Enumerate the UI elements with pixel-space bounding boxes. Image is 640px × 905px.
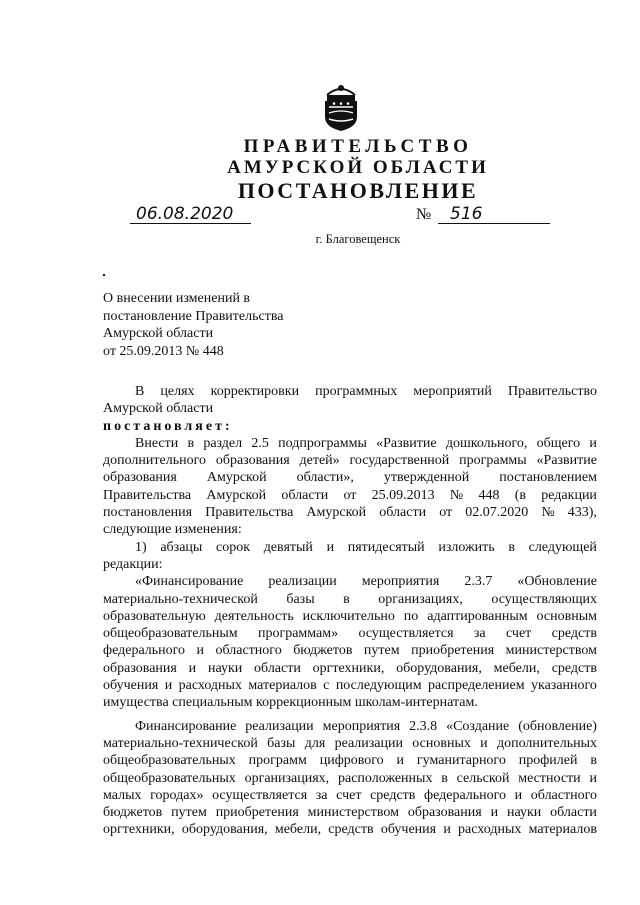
- body-word: путем: [171, 805, 207, 821]
- body-word: 1): [135, 539, 147, 555]
- body-word: средств: [370, 787, 416, 803]
- subject-line: О внесении изменений в: [103, 291, 251, 306]
- government-title: ПРАВИТЕЛЬСТВО: [243, 136, 473, 157]
- number-label: №: [416, 206, 432, 223]
- body-line: [103, 625, 597, 642]
- body-line: [103, 660, 597, 677]
- subject-line: от 25.09.2013 № 448: [103, 343, 224, 359]
- body-word: общеобразовательным: [103, 626, 238, 642]
- body-word: организациях,: [378, 591, 463, 607]
- resolves-word: постановляет:: [103, 418, 233, 434]
- body-word: оборудования,: [396, 660, 482, 676]
- body-word: мероприятия: [322, 718, 401, 734]
- body-word: и: [589, 435, 597, 451]
- body-word: «Финансирование: [135, 574, 244, 590]
- body-word: раздел: [203, 435, 243, 451]
- body-line: [103, 718, 597, 735]
- body-word: корректировки: [210, 384, 300, 399]
- body-word: указанного: [531, 678, 597, 694]
- body-word: областного: [215, 643, 282, 659]
- body-word: цифрового: [319, 753, 384, 769]
- coat-of-arms-icon: [319, 83, 363, 133]
- body-word: и: [326, 539, 335, 555]
- body-word: последующим: [335, 678, 422, 694]
- body-word: мероприятий: [413, 384, 492, 399]
- body-word: дошкольного,: [445, 435, 528, 451]
- body-word: целях: [160, 384, 195, 399]
- body-line: [103, 787, 597, 804]
- document-type: ПОСТАНОВЛЕНИЕ: [237, 178, 479, 203]
- body-word: осуществляется: [212, 787, 308, 803]
- body-word: (обновление): [518, 718, 597, 734]
- body-word: образования: [215, 453, 290, 469]
- body-word: области: [254, 660, 301, 676]
- body-word: «Создание: [446, 718, 510, 734]
- body-word: утвержденной: [383, 470, 470, 486]
- body-word: 2.3.7: [464, 574, 493, 590]
- body-word: малых: [103, 787, 142, 803]
- body-word: и: [589, 770, 597, 786]
- body-word: постановлением: [499, 470, 597, 486]
- body-line: следующие изменения:: [103, 522, 242, 538]
- body-word: следующей: [528, 539, 597, 555]
- body-word: программных: [315, 384, 398, 399]
- body-line: [103, 469, 597, 486]
- body-word: средств: [328, 822, 374, 838]
- body-word: бюджетов: [293, 643, 353, 659]
- body-line: редакции:: [103, 556, 163, 572]
- body-word: мебели,: [274, 822, 322, 838]
- body-line: [103, 487, 597, 504]
- body-word: Внести: [135, 435, 179, 451]
- body-word: подпрограммы: [278, 435, 367, 451]
- body-word: расположенных: [337, 770, 433, 786]
- body-word: сорок: [216, 539, 251, 555]
- body-word: средств: [551, 626, 597, 642]
- body-word: Амурской: [206, 487, 267, 503]
- body-line: [103, 642, 597, 659]
- body-line: [103, 435, 597, 452]
- body-word: министерством: [307, 805, 399, 821]
- body-word: материалов: [248, 678, 317, 694]
- body-word: по: [403, 608, 419, 624]
- body-word: для: [304, 735, 326, 751]
- body-word: №: [449, 487, 464, 503]
- body-word: и: [396, 753, 405, 769]
- body-line: [103, 539, 597, 556]
- body-word: материально-технической: [103, 591, 258, 607]
- body-word: мебели,: [493, 660, 540, 676]
- body-word: и: [164, 678, 173, 694]
- body-word: 25.09.2013: [371, 487, 435, 503]
- body-word: осуществляется: [358, 626, 454, 642]
- body-word: редакции: [541, 487, 597, 503]
- body-word: науки: [506, 805, 542, 821]
- body-word: приобретения: [215, 805, 299, 821]
- body-word: расходных: [178, 678, 242, 694]
- body-word: базы: [267, 735, 296, 751]
- body-word: области: [281, 487, 329, 503]
- body-word: науки: [207, 660, 243, 676]
- body-word: местности: [518, 770, 581, 786]
- body-word: основным: [536, 608, 597, 624]
- body-word: и: [490, 805, 499, 821]
- body-word: государственной: [349, 453, 450, 469]
- document-body: [103, 383, 597, 839]
- body-word: (в: [514, 487, 527, 503]
- document-subject: [103, 290, 283, 360]
- body-word: и: [480, 735, 488, 751]
- body-word: городах»: [150, 787, 204, 803]
- body-line: [103, 735, 597, 752]
- body-word: Правительства: [205, 505, 294, 521]
- body-word: детей»: [299, 453, 340, 469]
- body-word: «Развитие: [376, 435, 437, 451]
- body-word: базы: [286, 591, 315, 607]
- body-word: Правительства: [103, 487, 192, 503]
- body-word: от: [343, 487, 357, 503]
- body-word: оборудования,: [181, 822, 268, 838]
- body-word: «Развитие: [536, 453, 597, 469]
- body-word: программы: [459, 453, 527, 469]
- body-word: образования: [103, 660, 177, 676]
- body-word: постановления: [103, 505, 193, 521]
- subject-line: постановление Правительства: [103, 308, 284, 324]
- body-word: образовательную: [103, 608, 206, 624]
- body-word: средств: [551, 660, 597, 676]
- body-word: Амурской: [306, 505, 367, 521]
- body-word: общего: [536, 435, 581, 451]
- body-word: материалов: [528, 822, 597, 838]
- body-line: [103, 677, 597, 694]
- body-word: с: [323, 678, 330, 694]
- body-word: 02.07.2020: [465, 505, 529, 521]
- body-word: министерством: [505, 643, 597, 659]
- body-line: [103, 504, 597, 521]
- body-word: обучения: [380, 822, 437, 838]
- body-word: области: [550, 805, 597, 821]
- body-word: в: [187, 435, 195, 451]
- body-word: образования: [103, 470, 177, 486]
- body-word: оргтехники,: [103, 822, 175, 838]
- body-word: профилей: [518, 753, 578, 769]
- body-word: областного: [530, 787, 597, 803]
- body-word: реализации: [245, 718, 314, 734]
- body-word: В: [135, 384, 145, 399]
- document-number: 516: [438, 205, 550, 224]
- body-line: [103, 821, 597, 838]
- body-word: за: [315, 787, 328, 803]
- body-word: материально-технической: [103, 735, 258, 751]
- body-word: федерального: [424, 787, 507, 803]
- body-word: бюджетов: [103, 805, 163, 821]
- body-word: основных: [412, 735, 471, 751]
- body-word: программ: [248, 753, 307, 769]
- body-word: пятидесятый: [347, 539, 425, 555]
- body-word: и: [443, 822, 451, 838]
- body-line: [103, 452, 597, 469]
- city: г. Благовещенск: [315, 232, 401, 246]
- body-word: приобретения: [411, 643, 495, 659]
- body-word: деятельность: [214, 608, 294, 624]
- body-word: гуманитарного: [416, 753, 506, 769]
- body-word: и: [514, 787, 523, 803]
- body-word: и: [196, 643, 205, 659]
- body-word: счет: [336, 787, 362, 803]
- body-word: организациях,: [244, 770, 330, 786]
- body-word: образования: [407, 805, 482, 821]
- document-date: 06.08.2020: [130, 205, 251, 224]
- body-word: 448: [478, 487, 500, 503]
- body-line: имущества специальным коррекционным школам-интернатам.: [103, 695, 478, 711]
- body-word: «Обновление: [517, 574, 597, 590]
- body-word: сельской: [456, 770, 510, 786]
- body-word: путем: [363, 643, 400, 659]
- body-line: [103, 591, 597, 608]
- body-word: в: [343, 591, 350, 607]
- body-word: общеобразовательных: [103, 770, 236, 786]
- body-word: 2.3.8: [409, 718, 438, 734]
- subject-line: Амурской области: [103, 326, 214, 341]
- body-word: за: [473, 626, 486, 642]
- body-line: [103, 770, 597, 787]
- body-word: абзацы: [160, 539, 203, 555]
- body-word: дополнительных: [496, 735, 597, 751]
- body-word: федерального: [103, 643, 186, 659]
- body-word: девятый: [263, 539, 313, 555]
- body-word: расходных: [458, 822, 522, 838]
- body-word: Амурской: [206, 470, 267, 486]
- body-word: дополнительного: [103, 453, 206, 469]
- body-line: [103, 804, 597, 821]
- body-word: реализации: [334, 735, 403, 751]
- body-line: [103, 573, 597, 590]
- body-word: изложить: [438, 539, 495, 555]
- body-word: реализации: [268, 574, 337, 590]
- body-word: в: [590, 753, 597, 769]
- body-word: счет: [505, 626, 532, 642]
- body-word: мероприятия: [361, 574, 440, 590]
- body-word: осуществляющих: [491, 591, 597, 607]
- region-title: АМУРСКОЙ ОБЛАСТИ: [227, 157, 489, 178]
- body-word: Правительство: [508, 384, 597, 399]
- body-line: [103, 752, 597, 769]
- body-line: [103, 608, 597, 625]
- body-word: от: [439, 505, 453, 521]
- body-word: обучения: [103, 678, 159, 694]
- body-word: адаптированным: [427, 608, 528, 624]
- body-word: программам»: [257, 626, 339, 642]
- body-word: Финансирование: [135, 718, 237, 734]
- body-word: и: [188, 660, 197, 676]
- body-word: области: [379, 505, 427, 521]
- body-word: 433),: [567, 505, 597, 521]
- body-word: 2.5: [251, 435, 269, 451]
- body-word: общеобразовательных: [103, 753, 236, 769]
- body-line: [103, 383, 597, 400]
- body-word: №: [541, 505, 555, 521]
- body-word: в: [441, 770, 448, 786]
- stray-mark: [103, 274, 105, 276]
- body-line: Амурской области: [103, 401, 214, 417]
- body-word: распределением: [428, 678, 525, 694]
- body-word: области»,: [296, 470, 354, 486]
- body-word: в: [508, 539, 515, 555]
- body-word: оргтехники,: [312, 660, 385, 676]
- body-word: исключительно: [302, 608, 395, 624]
